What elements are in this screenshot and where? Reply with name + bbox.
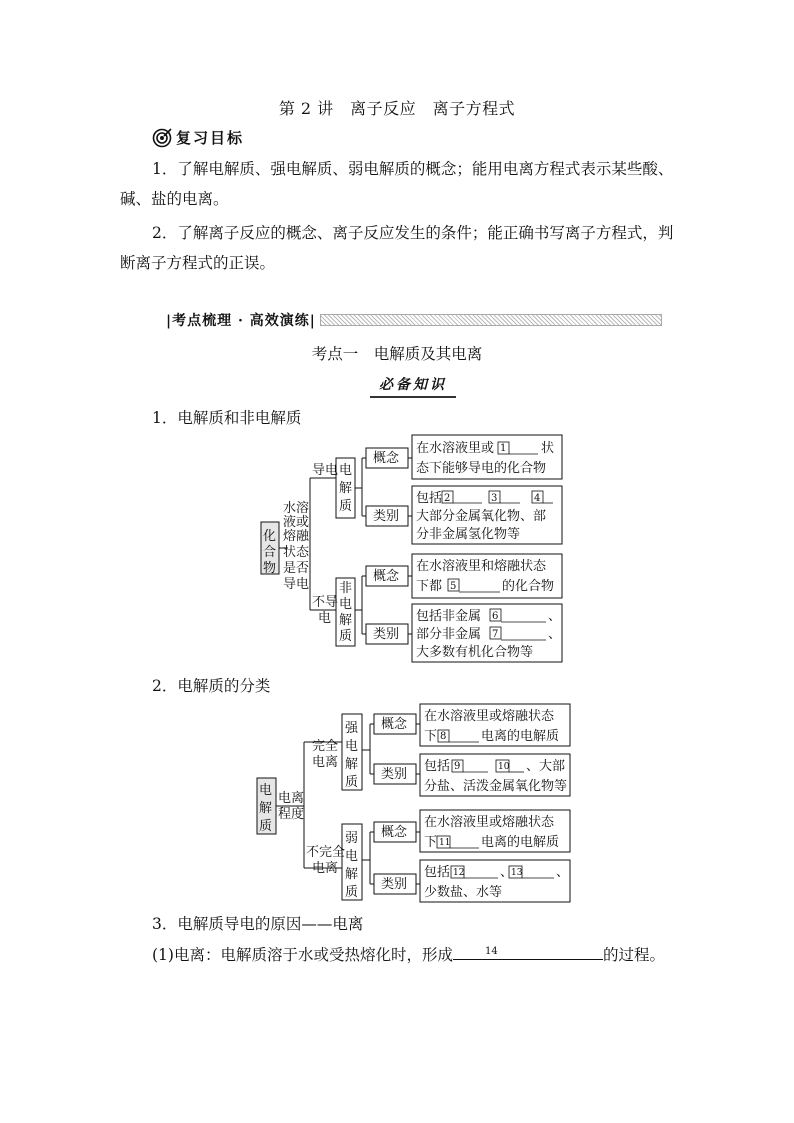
branch-no-1: 不导 [312, 595, 339, 610]
non-char-4: 质 [339, 629, 353, 644]
box2-l2: 大部分金属氧化物、部 [416, 509, 547, 524]
category-label-2: 类别 [373, 627, 400, 642]
d2box4-b2: 13 [511, 868, 523, 878]
d2box4-sep2: 、 [556, 865, 570, 880]
d2box1-l2b: 电离的电解质 [481, 729, 560, 744]
root2-char-1: 电 [259, 783, 273, 798]
root-char-3: 物 [263, 561, 277, 576]
d2box4-b1: 12 [453, 868, 465, 878]
page-title: 第 2 讲 离子反应 离子方程式 [278, 99, 516, 118]
weak-char-1: 弱 [345, 831, 359, 846]
goal-item-2: 2．了解离子反应的概念、离子反应发生的条件；能正确书写离子方程式，判断离子方程式的正误。 [120, 224, 674, 272]
point-title: 考点一 电解质及其电离 [311, 345, 483, 363]
blank-14-number: 14 [484, 946, 498, 957]
strong-char-2: 电 [345, 739, 359, 754]
heading-2: 2．电解质的分类 [152, 677, 271, 695]
incomplete-2: 电离 [312, 861, 339, 876]
strong-char-1: 强 [345, 721, 359, 736]
category-label-1: 类别 [373, 509, 400, 524]
box1-l1b: 状 [541, 441, 555, 456]
criterion-2: 液或 [283, 515, 310, 530]
d2box4-sep: 、 [500, 865, 514, 880]
root2-char-2: 解 [259, 801, 273, 816]
non-char-1: 非 [339, 581, 353, 596]
diagram-electrolyte-nonelectrolyte [258, 430, 578, 666]
criterion-6: 导电 [283, 577, 310, 592]
d2box2-l2: 分盐、活泼金属氧化物等 [424, 779, 568, 794]
concept-label-1: 概念 [373, 451, 400, 466]
box3-l2a: 下都 [416, 579, 443, 594]
section-bar [166, 311, 662, 329]
concept-label-4: 概念 [381, 825, 408, 840]
concept-label-2: 概念 [373, 569, 400, 584]
d2box2-l1a: 包括 [424, 759, 451, 774]
category-label-4: 类别 [381, 877, 408, 892]
strong-char-3: 解 [345, 757, 359, 772]
section-label: |考点梳理 · 高效演练| [166, 313, 316, 329]
box2-b1: 2 [444, 493, 451, 504]
box4-sep1: 、 [548, 609, 562, 624]
para3-text-a: (1)电离：电解质溶于水或受热熔化时，形成 [152, 946, 453, 964]
section-pattern [320, 314, 662, 326]
d2box1-blank: 8 [440, 731, 447, 742]
concept-label-3: 概念 [381, 717, 408, 732]
criterion-4: 状态 [283, 545, 310, 560]
box3-l2b: 的化合物 [502, 579, 555, 594]
box4-l3: 大多数有机化合物等 [416, 645, 534, 660]
box4-l1a: 包括非金属 [416, 609, 482, 624]
branch-no-2: 电 [318, 611, 332, 626]
d2box4-l1a: 包括 [424, 865, 451, 880]
d2box3-l1: 在水溶液里或熔融状态 [424, 815, 555, 830]
d2box4-l2: 少数盐、水等 [424, 885, 503, 900]
box4-l2a: 部分非金属 [416, 627, 482, 642]
electrolyte-char-3: 质 [339, 499, 353, 514]
electrolyte-char-2: 解 [339, 481, 353, 496]
weak-char-3: 解 [345, 867, 359, 882]
box2-l3: 分非金属氢化物等 [416, 527, 521, 542]
criterion-1: 水溶 [283, 501, 310, 516]
strong-char-4: 质 [345, 775, 359, 790]
criterion-3: 熔融 [283, 529, 310, 544]
complete-1: 完全 [312, 739, 339, 754]
d2box3-l2a: 下 [424, 835, 438, 850]
goal-item-1: 1．了解电解质、强电解质、弱电解质的概念；能用电离方程式表示某些酸、碱、盐的电离。 [120, 160, 674, 208]
weak-char-2: 电 [345, 849, 359, 864]
box2-b3: 4 [534, 493, 541, 504]
heading-3: 3．电解质导电的原因——电离 [152, 915, 364, 933]
root-char-2: 合 [263, 545, 277, 560]
para3-text-b: 的过程。 [602, 946, 665, 964]
box4-b1: 6 [492, 611, 499, 622]
category-label-3: 类别 [381, 767, 408, 782]
d2box1-l1: 在水溶液里或熔融状态 [424, 709, 555, 724]
weak-char-4: 质 [345, 885, 359, 900]
diagram-electrolyte-classification [254, 700, 574, 904]
box2-b2: 3 [491, 493, 498, 504]
review-goals-label: 复习目标 [176, 129, 245, 147]
box3-blank: 5 [450, 581, 457, 592]
review-goals-heading [152, 127, 244, 148]
non-char-2: 电 [339, 597, 353, 612]
criterion-5: 是否 [283, 561, 310, 576]
box4-b2: 7 [492, 629, 499, 640]
root-char-1: 化 [263, 529, 277, 544]
box1-blank: 1 [500, 443, 507, 454]
box3-l1: 在水溶液里和熔融状态 [416, 559, 547, 574]
must-know-label: 必备知识 [370, 374, 456, 398]
d2box2-b1: 9 [454, 761, 461, 772]
incomplete-1: 不完全 [306, 845, 346, 860]
criterion2-1: 电离 [278, 791, 305, 806]
box4-sep2: 、 [548, 627, 562, 642]
branch-yes: 导电 [312, 463, 339, 478]
target-icon [152, 128, 172, 148]
non-char-3: 解 [339, 613, 353, 628]
box1-l2: 态下能够导电的化合物 [416, 461, 547, 476]
root2-char-3: 质 [259, 819, 273, 834]
d2box3-blank: 11 [439, 838, 451, 848]
criterion2-2: 程度 [278, 807, 305, 822]
complete-2: 电离 [312, 755, 339, 770]
box2-l1a: 包括 [416, 491, 443, 506]
box1-l1a: 在水溶液里或 [416, 441, 495, 456]
d2box2-l1b: 、大部 [526, 759, 566, 774]
paragraph-ionization [120, 940, 680, 970]
d2box3-l2b: 电离的电解质 [481, 835, 560, 850]
heading-1: 1．电解质和非电解质 [152, 409, 302, 427]
d2box1-l2a: 下 [424, 729, 438, 744]
electrolyte-char-1: 电 [339, 463, 353, 478]
d2box2-b2: 10 [498, 762, 510, 772]
blank-14 [453, 945, 603, 960]
